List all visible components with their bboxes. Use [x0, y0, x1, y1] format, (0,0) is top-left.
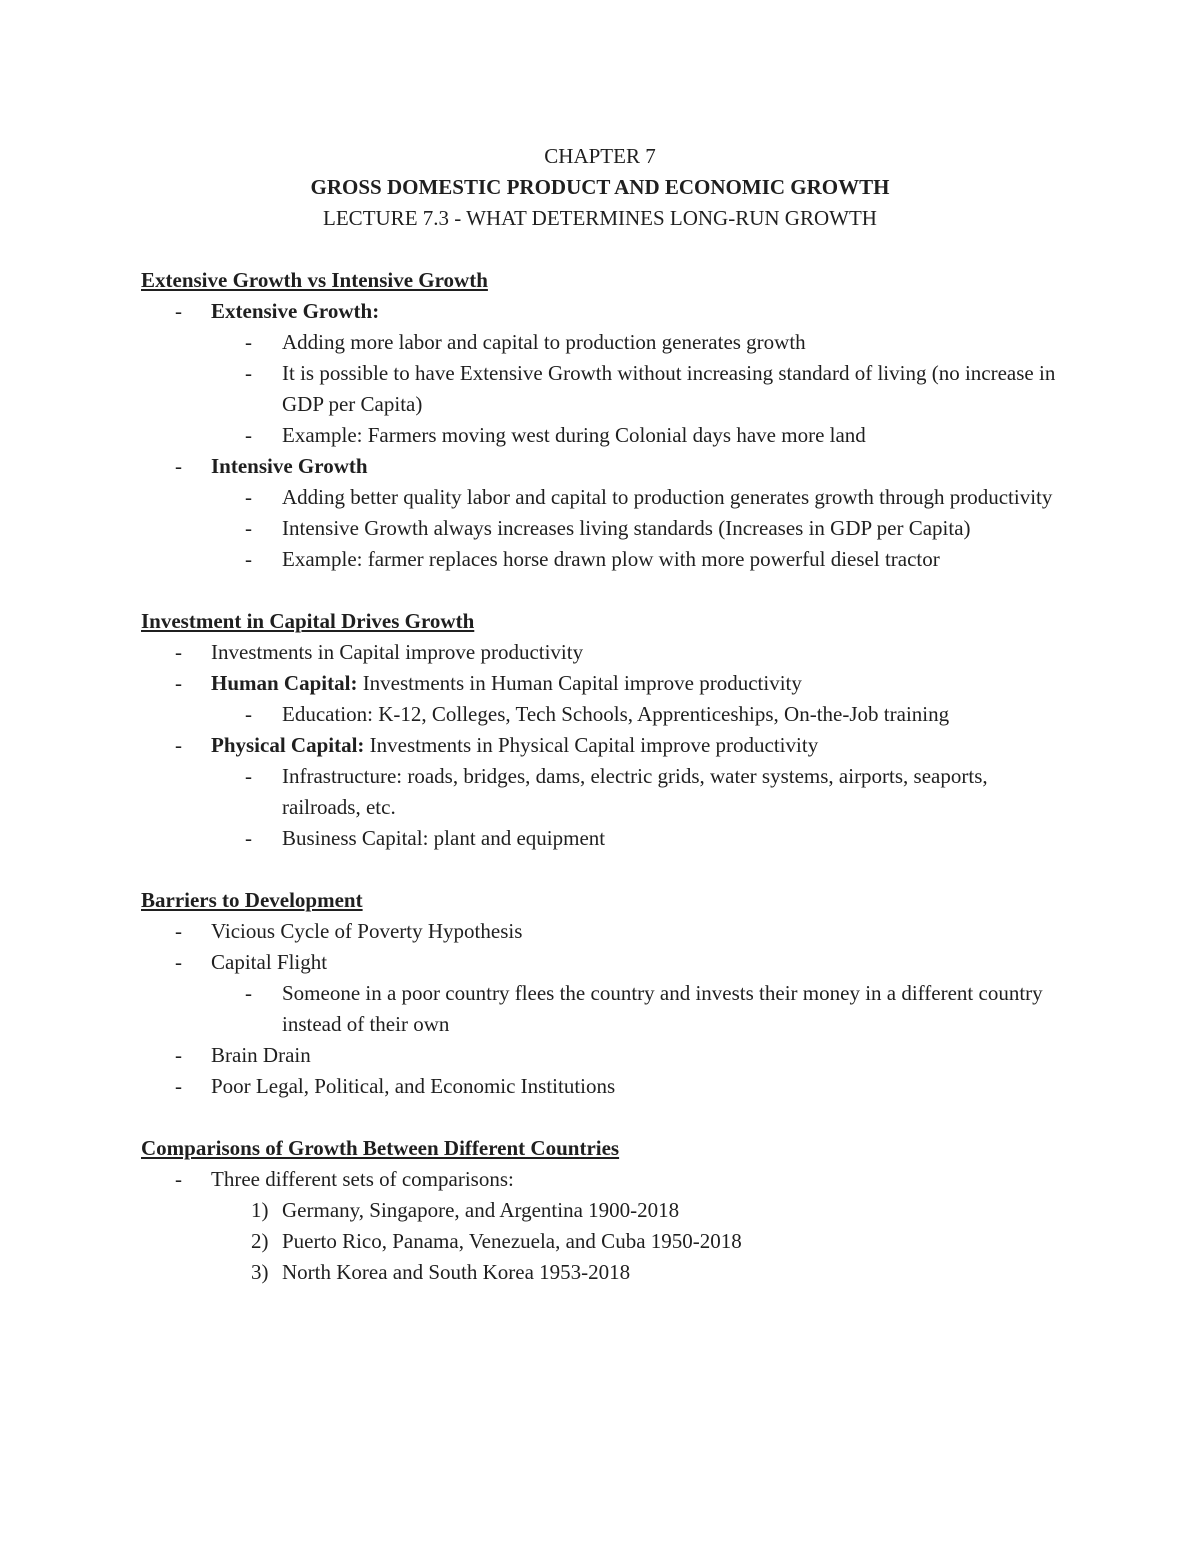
item-text: Investments in Capital improve productivity [211, 640, 584, 664]
sub-list-item [141, 513, 1071, 544]
sub-item-text: Adding more labor and capital to production generates growth [282, 330, 806, 354]
section-spacer [141, 575, 1071, 606]
bullet-marker: - [175, 1167, 182, 1191]
bullet-marker: - [245, 485, 252, 509]
sub-list-item [141, 761, 1071, 823]
number-marker: 3) [251, 1260, 269, 1284]
numbered-item-text: Germany, Singapore, and Argentina 1900-2018 [282, 1198, 680, 1222]
numbered-item [141, 1195, 1071, 1226]
bullet-marker: - [175, 454, 182, 478]
list-item [141, 668, 1071, 699]
list-item [141, 947, 1071, 978]
document-header [0, 141, 1200, 234]
list-item [141, 451, 1071, 482]
sub-list-item [141, 482, 1071, 513]
numbered-item [141, 1257, 1071, 1288]
section-extensive-vs-intensive [141, 265, 1071, 575]
list-item [141, 1040, 1071, 1071]
document-body [141, 265, 1071, 1288]
section-heading: Comparisons of Growth Between Different Countries [141, 1136, 620, 1160]
sub-list-item [141, 544, 1071, 575]
item-text: Investments in Physical Capital improve productivity [364, 733, 819, 757]
item-bold-label: Human Capital: [211, 671, 358, 695]
sub-item-text: Example: farmer replaces horse drawn plow with more powerful diesel tractor [282, 547, 940, 571]
section-spacer [141, 1102, 1071, 1133]
numbered-item-text: Puerto Rico, Panama, Venezuela, and Cuba 1950-2018 [282, 1229, 742, 1253]
bullet-marker: - [175, 733, 182, 757]
bullet-marker: - [175, 1043, 182, 1067]
section-heading: Barriers to Development [141, 888, 363, 912]
bullet-marker: - [175, 671, 182, 695]
numbered-item-text: North Korea and South Korea 1953-2018 [282, 1260, 631, 1284]
item-text: Capital Flight [211, 950, 328, 974]
bullet-marker: - [175, 640, 182, 664]
numbered-item [141, 1226, 1071, 1257]
bullet-marker: - [175, 919, 182, 943]
chapter-title: GROSS DOMESTIC PRODUCT AND ECONOMIC GROWTH [310, 175, 890, 199]
sub-item-text: Education: K-12, Colleges, Tech Schools, Apprenticeships, On-the-Job training [282, 702, 950, 726]
section-comparisons [141, 1133, 1071, 1288]
sub-list-item [141, 327, 1071, 358]
sub-item-text: Business Capital: plant and equipment [282, 826, 606, 850]
lecture-title: LECTURE 7.3 - WHAT DETERMINES LONG-RUN GROWTH [323, 206, 877, 230]
sub-item-text: Infrastructure: roads, bridges, dams, electric grids, water systems, airports, seaports, railroads, etc. [282, 764, 988, 819]
item-bold-label: Physical Capital: [211, 733, 365, 757]
bullet-marker: - [245, 547, 252, 571]
number-marker: 1) [251, 1198, 269, 1222]
sub-list-item [141, 358, 1071, 420]
bullet-marker: - [245, 423, 252, 447]
number-marker: 2) [251, 1229, 269, 1253]
item-bold-label: Intensive Growth [211, 454, 368, 478]
list-item [141, 730, 1071, 761]
sub-list-item [141, 699, 1071, 730]
sub-item-text: It is possible to have Extensive Growth without increasing standard of living (no increase in GDP per Capita) [282, 361, 1056, 416]
list-item [141, 916, 1071, 947]
sub-list-item [141, 420, 1071, 451]
bullet-marker: - [245, 330, 252, 354]
section-heading: Extensive Growth vs Intensive Growth [141, 268, 488, 292]
bullet-marker: - [245, 826, 252, 850]
list-item [141, 1071, 1071, 1102]
section-heading: Investment in Capital Drives Growth [141, 609, 475, 633]
section-investment-in-capital [141, 606, 1071, 854]
sub-item-text: Someone in a poor country flees the country and invests their money in a different country instead of their own [282, 981, 1043, 1036]
item-text: Brain Drain [211, 1043, 311, 1067]
sub-list-item [141, 823, 1071, 854]
list-item [141, 1164, 1071, 1195]
bullet-marker: - [245, 764, 252, 788]
section-spacer [141, 854, 1071, 885]
bullet-marker: - [175, 950, 182, 974]
bullet-marker: - [175, 299, 182, 323]
sub-item-text: Intensive Growth always increases living standards (Increases in GDP per Capita) [282, 516, 971, 540]
sub-item-text: Adding better quality labor and capital to production generates growth through productivity [282, 485, 1053, 509]
section-barriers [141, 885, 1071, 1102]
item-text: Poor Legal, Political, and Economic Institutions [211, 1074, 616, 1098]
list-item [141, 637, 1071, 668]
chapter-label: CHAPTER 7 [544, 144, 656, 168]
bullet-marker: - [245, 702, 252, 726]
item-text: Investments in Human Capital improve productivity [357, 671, 802, 695]
bullet-marker: - [175, 1074, 182, 1098]
sub-list-item [141, 978, 1071, 1040]
bullet-marker: - [245, 516, 252, 540]
item-bold-label: Extensive Growth: [211, 299, 380, 323]
bullet-marker: - [245, 981, 252, 1005]
bullet-marker: - [245, 361, 252, 385]
sub-item-text: Example: Farmers moving west during Colonial days have more land [282, 423, 866, 447]
item-text: Vicious Cycle of Poverty Hypothesis [211, 919, 523, 943]
item-text: Three different sets of comparisons: [211, 1167, 514, 1191]
list-item [141, 296, 1071, 327]
